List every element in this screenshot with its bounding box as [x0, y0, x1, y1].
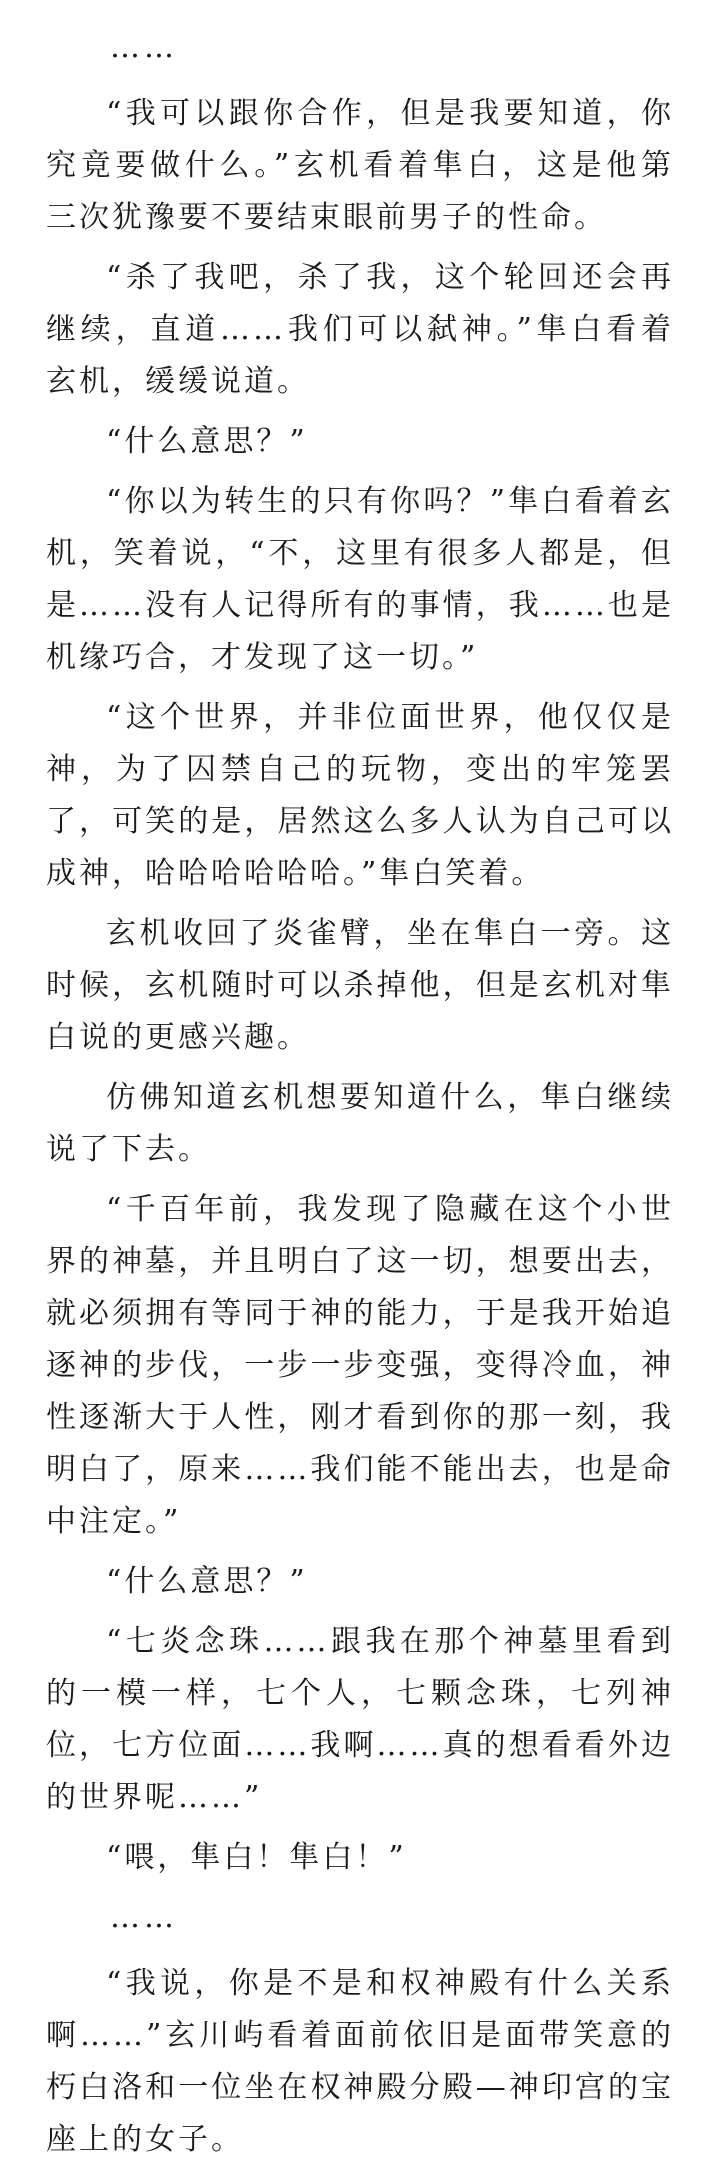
paragraph: “杀了我吧，杀了我，这个轮回还会再继续，直道……我们可以弑神。”隼白看着玄机，缓缓说道。 — [46, 260, 674, 399]
paragraph: “什么意思？” — [106, 424, 308, 459]
paragraph: “喂，隼白！隼白！” — [106, 1840, 407, 1875]
paragraph: “这个世界，并非位面世界，他仅仅是神，为了囚禁自己的玩物，变出的牢笼罢了，可笑的是，居然这么多人认为自己可以成神，哈哈哈哈哈哈。”隼白笑着。 — [46, 700, 674, 891]
paragraph: “我可以跟你合作，但是我要知道，你究竟要做什么。”玄机看着隼白，这是他第三次犹豫要不要结束眼前男子的性命。 — [46, 96, 674, 235]
paragraph: “七炎念珠……跟我在那个神墓里看到的一模一样，七个人，七颗念珠，七列神位，七方位面……我啊……真的想看看外边的世界呢……” — [46, 1624, 674, 1815]
paragraph: 仿佛知道玄机想要知道什么，隼白继续说了下去。 — [46, 1080, 674, 1167]
paragraph: “千百年前，我发现了隐藏在这个小世界的神墓，并且明白了这一切，想要出去，就必须拥有等同于神的能力，于是我开始追逐神的步伐，一步一步变强，变得冷血，神性逐渐大于人性，刚才看到你的那一刻，我明白了，原来……我们能不能出去，也是命中注定。” — [46, 1192, 674, 1539]
paragraph: “什么意思？” — [106, 1564, 308, 1599]
lead-ellipsis: …… — [110, 30, 178, 65]
paragraph: “你以为转生的只有你吗？”隼白看着玄机，笑着说，“不，这里有很多人都是，但是……没有人记得所有的事情，我……也是机缘巧合，才发现了这一切。” — [46, 484, 674, 675]
paragraph: “我说，你是不是和权神殿有什么关系啊……”玄川屿看着面前依旧是面带笑意的朽白洛和一位坐在权神殿分殿—神印宫的宝座上的女子。 — [46, 1966, 674, 2157]
mid-ellipsis: …… — [110, 1900, 178, 1935]
paragraph: 玄机收回了炎雀臂，坐在隼白一旁。这时候，玄机随时可以杀掉他，但是玄机对隼白说的更感兴趣。 — [46, 916, 674, 1055]
